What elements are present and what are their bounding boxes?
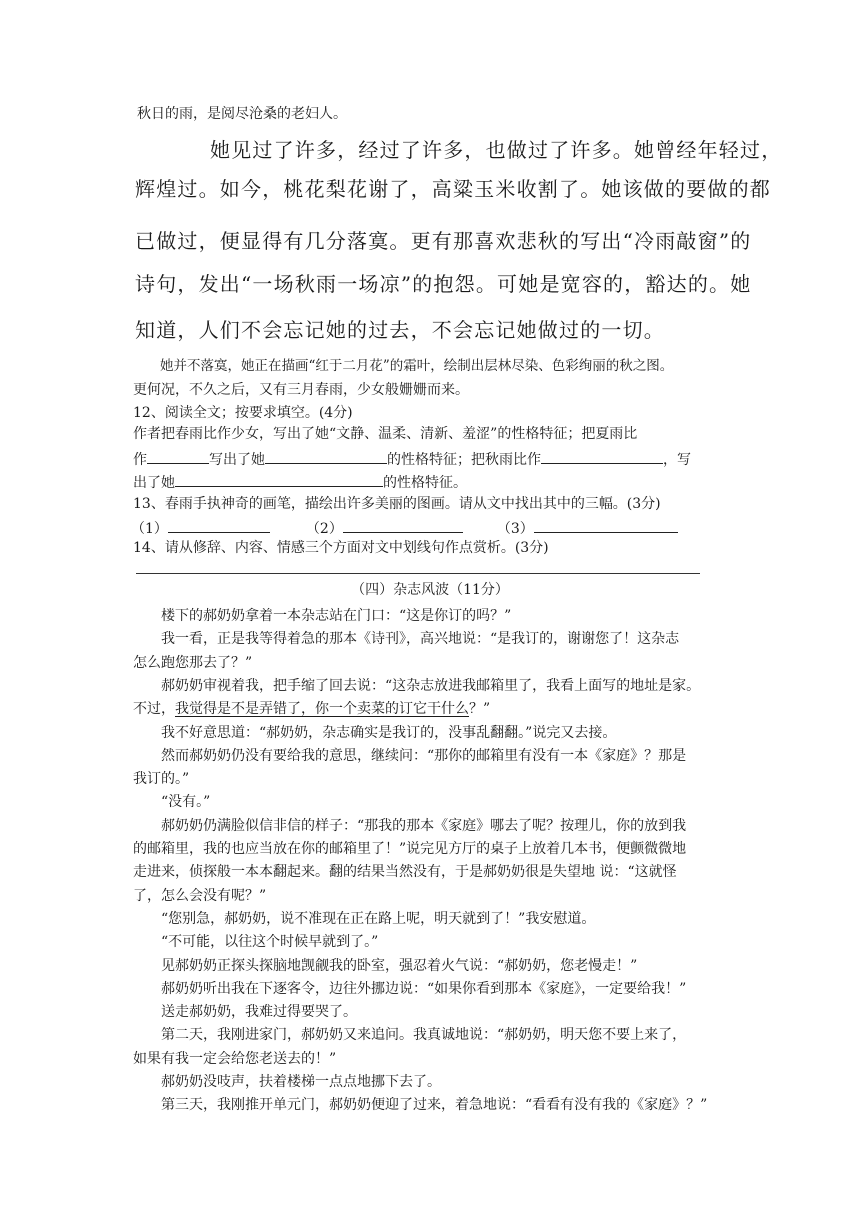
story-line-text: 然而郝奶奶仍没有要给我的意思，继续问：“那你的邮箱里有没有一本《家庭》？那是: [161, 747, 687, 764]
story-line: [161, 1025, 686, 1045]
q13-title: 13、春雨手执神奇的画笔，描绘出许多美丽的图画。请从文中找出其中的三幅。(3分): [133, 496, 661, 512]
story-line-text: 郝奶奶听出我在下逐客令，边往外挪边说：“如果你看到那本《家庭》，一定要给我！”: [161, 980, 687, 997]
q13-label-3: （3）: [496, 521, 534, 537]
q14-title: 14、请从修辞、内容、情感三个方面对文中划线句作点赏析。(3分): [133, 540, 549, 556]
story-line: [161, 816, 686, 836]
q12-line2-d: ，写: [663, 452, 691, 468]
story-line-text: 第三天，我刚推开单元门，郝奶奶便迎了过来，着急地说：“看看有没有我的《家庭》？”: [161, 1097, 708, 1114]
q12-line-2: [133, 447, 691, 470]
autumn-rain-metaphor-blank[interactable]: [541, 447, 663, 464]
story-line-text: 第二天，我刚进家门，郝奶奶又来追问。我真诚地说：“郝奶奶，明天您不要上来了，: [161, 1027, 687, 1044]
summer-rain-trait-blank[interactable]: [265, 447, 387, 464]
summer-rain-metaphor-blank[interactable]: [147, 447, 209, 464]
story-line-text: 了，怎么会没有呢？”: [133, 887, 267, 904]
story-line-text: 走进来，侦探般一本本翻起来。翻的结果当然没有，于是郝奶奶很是失望地 说：“这就怪: [133, 864, 677, 881]
story-line: [133, 1049, 336, 1069]
section4-heading: （四）杂志风波（11分）: [351, 582, 509, 598]
story-line: [161, 932, 378, 952]
story-line: [161, 1095, 707, 1115]
autumn-paragraph-line-2: 更何况，不久之后，又有三月春雨，少女般姗姗而来。: [133, 382, 469, 398]
story-line: [133, 839, 686, 859]
story-line-text: “没有。”: [161, 794, 211, 811]
story-line-text: 的邮箱里，我的也应当放在你的邮箱里了！”说完见方厅的桌子上放着几本书，便颤微微地: [133, 841, 687, 857]
story-line-text: “不可能，以往这个时候早就到了。”: [161, 934, 379, 951]
story-line-tail: ？”: [469, 701, 491, 718]
story-line-text: 郝奶奶审视着我，把手缩了回去说：“这杂志放进我邮箱里了，我看上面写的地址是家。: [161, 677, 701, 694]
q12-line2-a: 作: [133, 452, 147, 468]
story-line-text: 见郝奶奶正探头探脑地觊觎我的卧室，强忍着火气说：“郝奶奶，您老慢走！”: [161, 957, 638, 974]
story-line: [133, 886, 266, 906]
story-line-text: 不过，: [133, 701, 175, 718]
story-line: [161, 956, 637, 976]
story-line: [161, 606, 511, 626]
story-line-text: 怎么跑您那去了？”: [133, 654, 253, 671]
intro-line: 秋日的雨，是阅尽沧桑的老妇人。: [137, 106, 347, 122]
story-line-text: 郝奶奶仍满脸似信非信的样子：“那我的那本《家庭》哪去了呢？按理儿，你的放到我: [161, 817, 687, 834]
q12-line3-b: 的性格特征。: [383, 475, 467, 491]
story-line-text: 我一看，正是我等得着急的那本《诗刊》，高兴地说：“是我订的，谢谢您了！这杂志: [161, 631, 680, 648]
story-line: [161, 1002, 357, 1022]
q13-answer-blank-3[interactable]: [534, 516, 678, 533]
q13-label-2: （2）: [305, 521, 343, 537]
story-line-text: “您别急，郝奶奶，说不准现在正在路上呢，明天就到了！”我安慰道。: [161, 910, 596, 927]
q12-line-3: [133, 470, 467, 493]
q12-line2-b: 写出了她: [209, 452, 265, 468]
q12-line3-a: 出了她: [133, 475, 175, 491]
story-line: [161, 979, 686, 999]
story-line: [161, 1072, 441, 1092]
big-text-line-1: 她见过了许多，经过了许多，也做过了许多。她曾经年轻过，: [210, 138, 783, 162]
story-line: [133, 769, 189, 789]
story-line: [161, 909, 595, 929]
q12-line-1: 作者把春雨比作少女，写出了她“文静、温柔、清新、羞涩”的性格特征；把夏雨比: [133, 426, 638, 442]
q12-line2-c: 的性格特征；把秋雨比作: [387, 452, 541, 468]
autumn-rain-trait-blank[interactable]: [175, 470, 383, 487]
story-line-text: 郝奶奶没吱声，扶着楼梯一点点地挪下去了。: [161, 1074, 441, 1090]
autumn-paragraph-line-1: 她并不落寞，她正在描画“红于二月花”的霜叶，绘制出层林尽染、色彩绚丽的秋之图。: [160, 358, 674, 374]
story-line: [161, 746, 686, 766]
story-line: [161, 792, 210, 812]
q14-answer-line[interactable]: [136, 573, 700, 574]
q13-label-1: （1）: [131, 521, 168, 537]
story-line: [161, 676, 700, 696]
story-line-text: 我不好意思道：“郝奶奶，杂志确实是我订的，没事乱翻翻。”说完又去接。: [161, 724, 617, 741]
story-line: [133, 699, 490, 719]
story-line-text: 我订的。”: [133, 771, 190, 788]
story-line: [161, 629, 679, 649]
story-line-text: 送走郝奶奶，我难过得要哭了。: [161, 1004, 357, 1021]
story-line-text: 如果有我一定会给您老送去的！”: [133, 1050, 337, 1067]
big-text-line-4: 诗句，发出“一场秋雨一场凉”的抱怨。可她是宽容的，豁达的。她: [135, 272, 752, 296]
underlined-sentence: 我觉得是不是弄错了，你一个卖菜的订它干什么: [175, 701, 469, 718]
q13-answer-blank-1[interactable]: [168, 516, 270, 533]
big-text-line-5: 知道，人们不会忘记她的过去，不会忘记她做过的一切。: [135, 318, 665, 342]
q13-answer-blank-2[interactable]: [343, 516, 463, 533]
q13-answer-row: [131, 516, 678, 539]
story-line: [161, 723, 616, 743]
q12-title: 12、阅读全文；按要求填空。(4分): [133, 405, 353, 421]
big-text-line-3: 已做过，便显得有几分落寞。更有那喜欢悲秋的写出“冷雨敲窗”的: [135, 229, 752, 253]
story-line: [133, 862, 677, 882]
big-text-line-2: 辉煌过。如今，桃花梨花谢了，高粱玉米收割了。她该做的要做的都: [135, 177, 771, 201]
story-line-text: 楼下的郝奶奶拿着一本杂志站在门口：“这是你订的吗？”: [161, 608, 512, 624]
story-line: [133, 653, 252, 673]
